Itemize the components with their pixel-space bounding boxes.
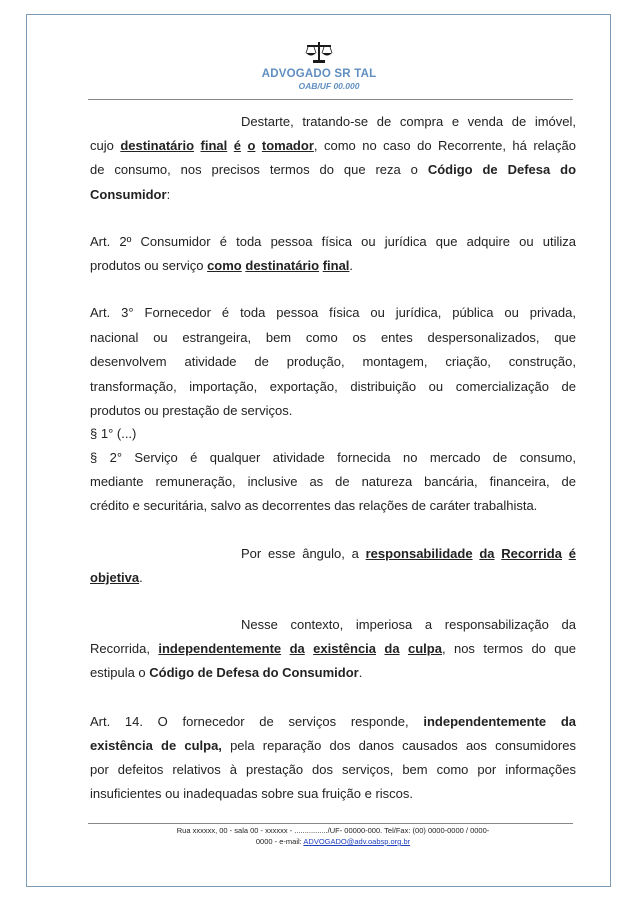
text-line: Art. 2º Consumidor é toda pessoa física ou jurídica que adquire ou utiliza bbox=[90, 234, 576, 249]
text-line: Destarte, tratando-se de compra e venda de imóvel, bbox=[241, 114, 576, 129]
logo bbox=[0, 40, 638, 66]
text-line: de consumo, nos precisos termos do que reza o Código de Defesa do bbox=[90, 162, 577, 177]
text-line: Consumidor: bbox=[90, 187, 171, 202]
text-line: transformação, importação, exportação, distribuição ou comercialização de bbox=[90, 379, 576, 394]
text-line: produtos ou prestação de serviços. bbox=[90, 403, 293, 418]
text-line: nacional ou estrangeira, bem como os entes despersonalizados, que bbox=[90, 330, 576, 345]
text-line: objetiva. bbox=[90, 570, 143, 585]
email-link[interactable]: ADVOGADO@adv.oabsp.org.br bbox=[303, 837, 411, 846]
text-line: § 2° Serviço é qualquer atividade fornecida no mercado de consumo, bbox=[90, 450, 576, 465]
text-line: Art. 14. O fornecedor de serviços responde, independentemente da bbox=[90, 714, 576, 729]
text-line: crédito e securitária, salvo as decorrentes das relações de caráter trabalhista. bbox=[90, 498, 538, 513]
text-line: estipula o Código de Defesa do Consumidor. bbox=[90, 665, 363, 680]
text-line: insuficientes ou inadequadas sobre sua fruição e riscos. bbox=[90, 786, 414, 801]
registration-number: OAB/UF 00.000 bbox=[298, 81, 360, 91]
text-line: mediante remuneração, inclusive as de natureza bancária, financeira, de bbox=[90, 474, 576, 489]
text-line: produtos ou serviço como destinatário final. bbox=[90, 258, 354, 273]
text-line: § 1° (...) bbox=[90, 426, 137, 441]
footer-contact: 0000 - e-mail: ADVOGADO@adv.oabsp.org.br bbox=[255, 837, 411, 846]
firm-name: ADVOGADO SR TAL bbox=[261, 68, 377, 80]
footer-address: Rua xxxxxx, 00 - sala 00 - xxxxxx - ................/UF- 00000-000. Tel/Fax: (00) 0000-0000 / 0000- bbox=[176, 826, 490, 835]
scales-of-justice-icon bbox=[303, 40, 335, 66]
header-divider bbox=[88, 99, 573, 100]
footer-divider bbox=[88, 823, 573, 824]
text-line: Art. 3° Fornecedor é toda pessoa física ou jurídica, pública ou privada, bbox=[90, 305, 576, 320]
text-line: existência de culpa, pela reparação dos danos causados aos consumidores bbox=[90, 738, 576, 753]
text-line: desenvolvem atividade de produção, montagem, criação, construção, bbox=[90, 354, 576, 369]
text-line: cujo destinatário final é o tomador, como no caso do Recorrente, há relação bbox=[90, 138, 576, 153]
text-line: Recorrida, independentemente da existência da culpa, nos termos do que bbox=[90, 641, 576, 656]
text-line: Nesse contexto, imperiosa a responsabilização da bbox=[241, 617, 576, 632]
text-line: Por esse ângulo, a responsabilidade da Recorrida é bbox=[241, 546, 576, 561]
text-line: por defeitos relativos à prestação dos serviços, bem como por informações bbox=[90, 762, 576, 777]
